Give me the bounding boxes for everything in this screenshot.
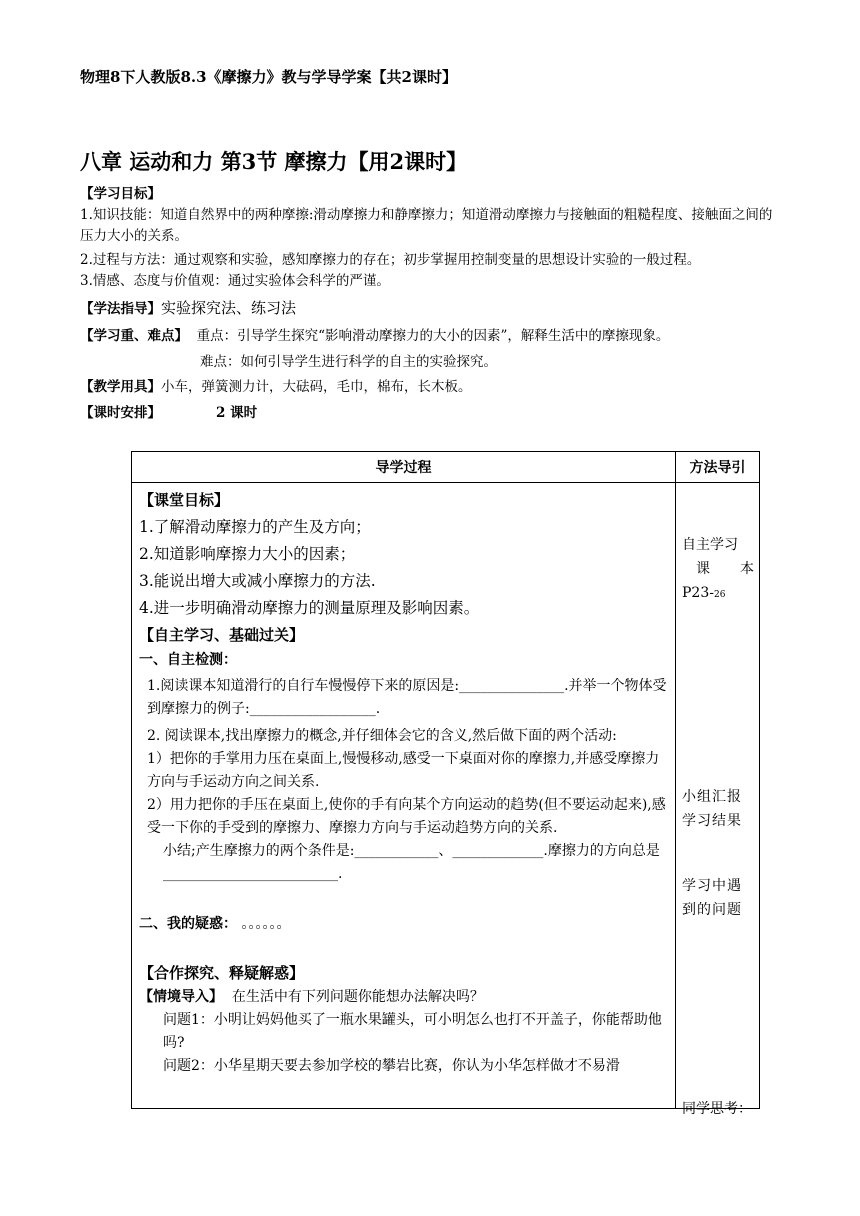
objectives-label: 【学习目标】 <box>80 186 161 202</box>
question-1: 1.阅读课本知道滑行的自行车慢慢停下来的原因是:_______________.并举一个物体受到摩擦力的例子:__________________. <box>147 678 667 717</box>
objective-1: 1.知识技能：知道自然界中的两种摩擦:滑动摩擦力和静摩擦力；知道滑动摩擦力与接触面的粗糙程度、接触面之间的压力大小的关系。 <box>80 207 773 244</box>
class-goal-label: 【课堂目标】 <box>139 491 230 509</box>
guide-table <box>131 451 760 1117</box>
goal-4: 4.进一步明确滑动摩擦力的测量原理及影响因素。 <box>139 599 480 617</box>
teaching-tools: 【教学用具】小车，弹簧测力计，大砝码，毛巾，棉布，长木板。 <box>80 379 472 395</box>
col-header-method: 方法导引 <box>676 452 760 483</box>
guide-problems: 学习中遇到的问题 <box>682 878 742 918</box>
process-cell <box>132 483 676 1109</box>
goal-3: 3.能说出增大或减小摩擦力的方法. <box>139 572 376 590</box>
question-2: 2. 阅读课本,找出摩擦力的概念,并仔细体会它的含义,然后做下面的两个活动: <box>147 728 617 744</box>
self-check-label: 一、自主检测： <box>139 652 237 668</box>
method-cell <box>676 483 760 1117</box>
col-header-process: 导学过程 <box>132 452 676 483</box>
method-guide: 【学法指导】实验探究法、练习法 <box>80 299 297 317</box>
guide-pages: P23-26 <box>682 585 726 601</box>
chapter-title: 八章 运动和力 第3节 摩擦力【用2课时】 <box>80 149 468 174</box>
class-schedule: 【课时安排】 2 课时 <box>80 405 258 421</box>
objective-2: 2.过程与方法：通过观察和实验，感知摩擦力的存在；初步掌握用控制变量的思想设计实验的一般过程。 <box>80 252 701 268</box>
coop-label: 【合作探究、释疑解惑】 <box>139 964 305 982</box>
guide-textbook: 课 本 <box>696 561 754 577</box>
guide-peer-thinking: 同学思考： <box>682 1101 752 1117</box>
key-points: 【学习重、难点】 重点：引导学生探究“影响滑动摩擦力的大小的因素”，解释生活中的摩擦现象。 <box>80 328 670 344</box>
guide-group-report: 小组汇报学习结果 <box>682 789 742 829</box>
problem-1: 问题1：小明让妈妈他买了一瓶水果罐头，可小明怎么也打不开盖子，你能帮助他吗? <box>163 1012 662 1051</box>
objective-3: 3.情感、态度与价值观：通过实验体会科学的严谨。 <box>80 273 390 289</box>
goal-1: 1.了解滑动摩擦力的产生及方向； <box>139 518 371 536</box>
goal-2: 2.知道影响摩擦力大小的因素； <box>139 545 356 563</box>
activity-2: 2）用力把你的手压在桌面上,使你的手有向某个方向运动的趋势(但不要运动起来),感受一下你的手受到的摩擦力、摩擦力方向与手运动趋势方向的关系. <box>147 797 666 836</box>
activity-1: 1）把你的手掌用力压在桌面上,慢慢移动,感受一下桌面对你的摩擦力,并感受摩擦力方向与手运动方向之间关系. <box>147 751 660 790</box>
scene-intro: 【情境导入】 在生活中有下列问题你能想办法解决吗？ <box>139 989 484 1005</box>
guide-self-study: 自主学习 <box>682 537 738 553</box>
difficult-point: 难点：如何引导学生进行科学的自主的实验探究。 <box>200 354 497 370</box>
self-study-label: 【自主学习、基础过关】 <box>139 626 305 644</box>
doubt-section: 二、我的疑惑： 。。。。。。 <box>139 916 291 932</box>
summary: 小结;产生摩擦力的两个条件是:____________、_____________.摩擦力的方向总是_________________________. <box>163 843 660 882</box>
problem-2: 问题2：小华星期天要去参加学校的攀岩比赛，你认为小华怎样做才不易滑 <box>163 1058 620 1074</box>
document-header: 物理8下人教版8.3《摩擦力》教与学导学案【共2课时】 <box>80 68 457 86</box>
